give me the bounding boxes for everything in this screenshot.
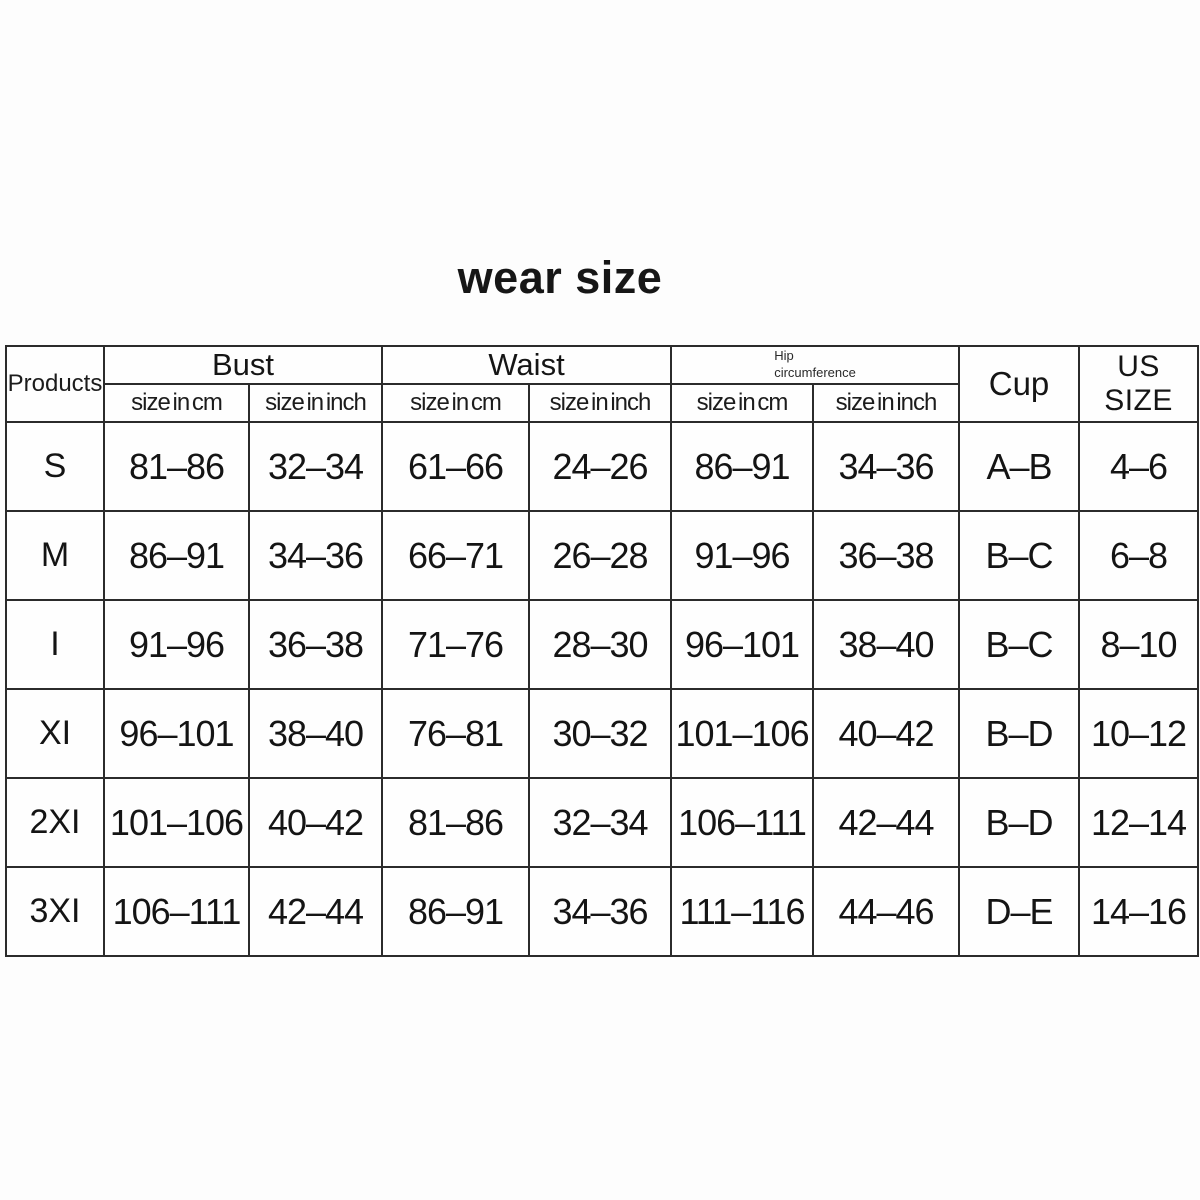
cup-cell: B–C [959, 600, 1079, 689]
waist-cm-cell: 66–71 [382, 511, 529, 600]
waist-group-header: Waist [382, 346, 671, 384]
bust-cm-cell: 81–86 [104, 422, 249, 511]
hip-cm-subheader: size in cm [671, 384, 813, 422]
hip-inch-cell: 40–42 [813, 689, 959, 778]
bust-inch-subheader: size in inch [249, 384, 382, 422]
waist-cm-cell: 81–86 [382, 778, 529, 867]
bust-cm-cell: 91–96 [104, 600, 249, 689]
hip-inch-cell: 36–38 [813, 511, 959, 600]
size-chart-table [5, 345, 1199, 957]
waist-inch-cell: 24–26 [529, 422, 671, 511]
hip-cm-cell: 96–101 [671, 600, 813, 689]
bust-inch-cell: 36–38 [249, 600, 382, 689]
cup-cell: A–B [959, 422, 1079, 511]
hip-inch-cell: 38–40 [813, 600, 959, 689]
waist-inch-cell: 32–34 [529, 778, 671, 867]
hip-inch-cell: 42–44 [813, 778, 959, 867]
waist-cm-cell: 61–66 [382, 422, 529, 511]
header-group-row [6, 346, 1198, 384]
waist-cm-cell: 76–81 [382, 689, 529, 778]
hip-cm-cell: 111–116 [671, 867, 813, 956]
table-row [6, 600, 1198, 689]
hip-cm-cell: 91–96 [671, 511, 813, 600]
hip-inch-cell: 34–36 [813, 422, 959, 511]
table-row [6, 778, 1198, 867]
bust-cm-cell: 96–101 [104, 689, 249, 778]
bust-cm-cell: 101–106 [104, 778, 249, 867]
us-size-cell: 12–14 [1079, 778, 1198, 867]
products-header: Products [6, 346, 104, 422]
bust-cm-cell: 106–111 [104, 867, 249, 956]
waist-inch-cell: 30–32 [529, 689, 671, 778]
hip-cm-cell: 101–106 [671, 689, 813, 778]
hip-group-header [671, 346, 959, 384]
waist-inch-cell: 26–28 [529, 511, 671, 600]
hip-inch-cell: 44–46 [813, 867, 959, 956]
hip-cm-cell: 106–111 [671, 778, 813, 867]
table-row [6, 422, 1198, 511]
us-size-cell: 6–8 [1079, 511, 1198, 600]
hip-cm-cell: 86–91 [671, 422, 813, 511]
waist-cm-subheader: size in cm [382, 384, 529, 422]
us-size-header: US SIZE [1079, 346, 1198, 422]
cup-cell: B–C [959, 511, 1079, 600]
table-row [6, 511, 1198, 600]
cup-header: Cup [959, 346, 1079, 422]
waist-cm-cell: 71–76 [382, 600, 529, 689]
us-size-cell: 8–10 [1079, 600, 1198, 689]
bust-inch-cell: 38–40 [249, 689, 382, 778]
bust-cm-subheader: size in cm [104, 384, 249, 422]
page-title: wear size [457, 252, 663, 303]
us-size-cell: 10–12 [1079, 689, 1198, 778]
cup-cell: D–E [959, 867, 1079, 956]
waist-inch-subheader: size in inch [529, 384, 671, 422]
cup-cell: B–D [959, 689, 1079, 778]
size-label-cell: 2XI [6, 778, 104, 867]
bust-cm-cell: 86–91 [104, 511, 249, 600]
size-label-cell: S [6, 422, 104, 511]
bust-inch-cell: 40–42 [249, 778, 382, 867]
size-label-cell: I [6, 600, 104, 689]
size-label-cell: 3XI [6, 867, 104, 956]
us-size-cell: 4–6 [1079, 422, 1198, 511]
bust-inch-cell: 34–36 [249, 511, 382, 600]
bust-group-header: Bust [104, 346, 382, 384]
size-label-cell: XI [6, 689, 104, 778]
us-size-cell: 14–16 [1079, 867, 1198, 956]
bust-inch-cell: 42–44 [249, 867, 382, 956]
waist-inch-cell: 28–30 [529, 600, 671, 689]
table-row [6, 867, 1198, 956]
hip-group-label: Hip circumference [774, 348, 856, 380]
waist-cm-cell: 86–91 [382, 867, 529, 956]
table-row [6, 689, 1198, 778]
size-label-cell: M [6, 511, 104, 600]
cup-cell: B–D [959, 778, 1079, 867]
hip-inch-subheader: size in inch [813, 384, 959, 422]
waist-inch-cell: 34–36 [529, 867, 671, 956]
bust-inch-cell: 32–34 [249, 422, 382, 511]
